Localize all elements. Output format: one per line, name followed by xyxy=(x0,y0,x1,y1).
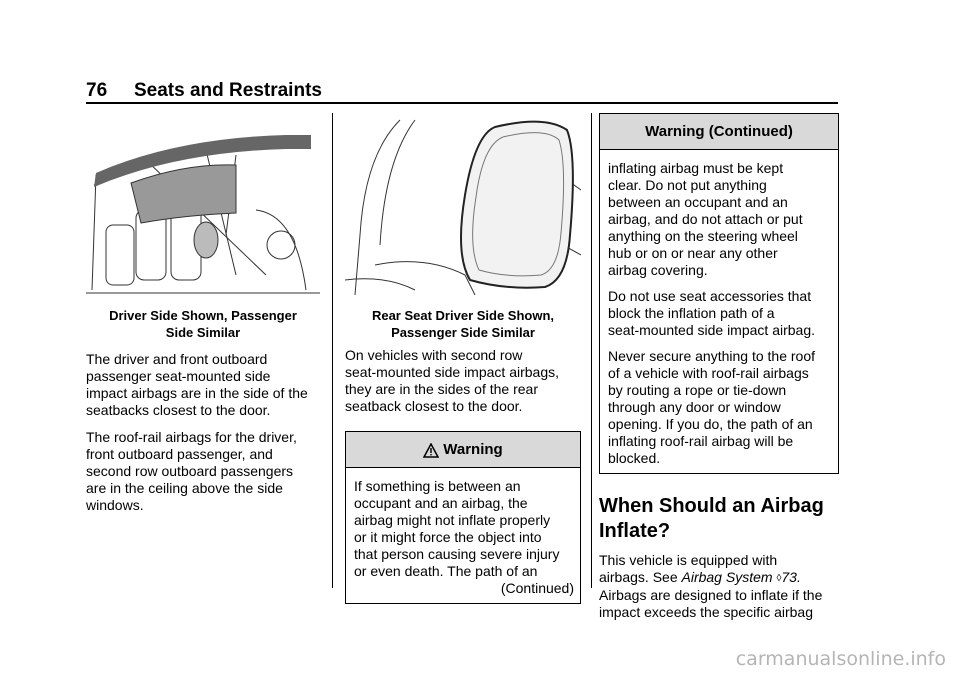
warning-triangle-icon xyxy=(423,443,439,458)
warning-continued-box xyxy=(599,113,839,474)
column-divider xyxy=(332,113,333,588)
paragraph-rear-airbags: On vehicles with second row seat-mounted side impact airbags, they are in the sides of the rear seatback closest to the door. xyxy=(345,347,559,414)
section-heading: When Should an Airbag Inflate? xyxy=(599,495,824,542)
column-1 xyxy=(86,115,320,514)
warning-header xyxy=(346,432,580,468)
column-2 xyxy=(345,115,581,604)
warning-title: Warning xyxy=(443,441,503,458)
paragraph-airbag-location: The driver and front outboard passenger seat-mounted side impact airbags are in the side of the seatbacks closest to the door. xyxy=(86,351,308,418)
page-header xyxy=(86,80,838,104)
page-number: 76 xyxy=(86,80,108,101)
figure-caption: Driver Side Shown, Passenger Side Similar xyxy=(109,308,297,340)
column-3 xyxy=(599,113,839,621)
warning-continued-header: Warning (Continued) xyxy=(600,114,838,150)
page-reference[interactable]: 73. xyxy=(781,569,801,585)
column-divider xyxy=(591,113,592,588)
warning-box xyxy=(345,431,581,604)
warning-continued-text: inflating airbag must be kept clear. Do not put anything between an occupant and an airbag, and do not attach or put anything on the steering wheel hub or on or near any other airbag covering. Do not use seat accessories that block the inflation path of a seat-mounted side impact airbag. Never secure anything to the roof of a vehicle with roof-rail airbags by routing a rope or tie-down through any door or window opening. If you do, the path of an inflating roof-rail airbag will be blocked. xyxy=(608,160,816,466)
paragraph-roof-rail: The roof-rail airbags for the driver, front outboard passenger, and second row outboard passengers are in the ceiling above the side windows. xyxy=(86,429,297,513)
continued-label: (Continued) xyxy=(500,580,574,596)
airbag-illustration-front xyxy=(86,115,320,295)
watermark: carmanualsonline.info xyxy=(735,648,946,670)
chapter-title: Seats and Restraints xyxy=(134,80,322,101)
warning-text: If something is between an occupant and an airbag, the airbag might not inflate properly or it might force the object into that person causing severe injury or even death. The path of an (Continued) xyxy=(354,478,574,596)
airbag-illustration-rear-seat xyxy=(345,115,581,295)
page-reference-icon: ◊ xyxy=(776,572,782,584)
paragraph-when-inflate: This vehicle is equipped with airbags. See Airbag System ◊73. Airbags are designed to inflate if the impact exceeds the specific airbag xyxy=(599,552,823,620)
airbag-system-link[interactable]: Airbag System xyxy=(681,569,773,585)
figure-caption: Rear Seat Driver Side Shown, Passenger Side Similar xyxy=(371,308,555,340)
